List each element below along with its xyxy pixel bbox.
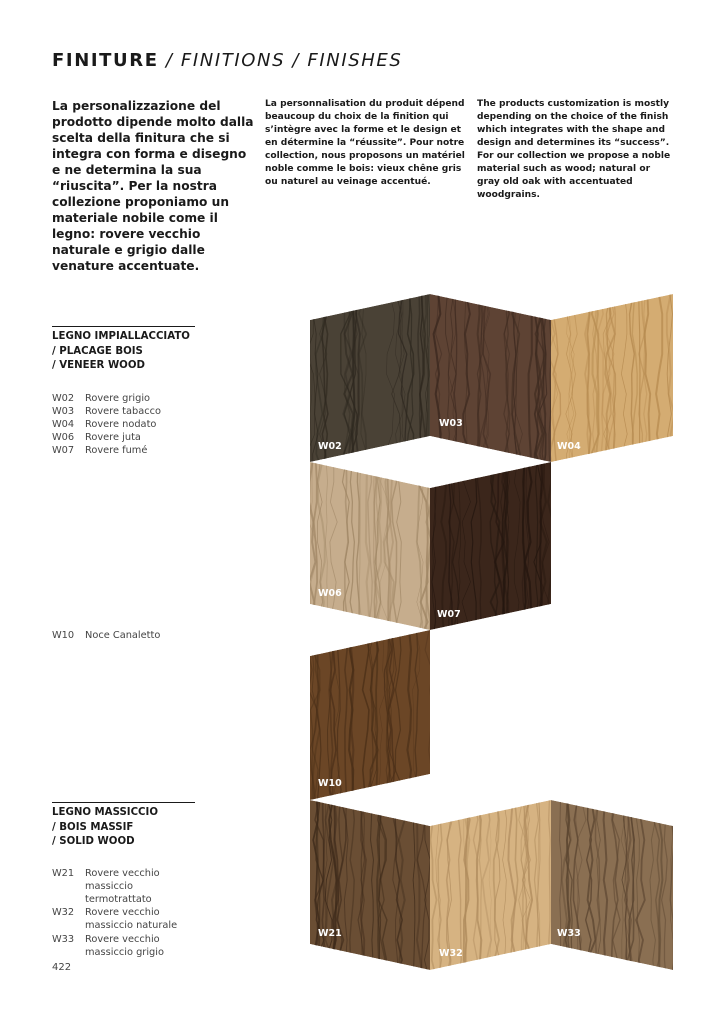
finish-code: W07 [52,445,75,457]
intro-italian: La personalizzazione del prodotto dipende molto dalla scelta della finitura che si integra con forma e disegno e ne determina la sua “riuscita”. Per la nostra collezione proponiamo un materiale nobile come il legno: rovere vecchio naturale e grigio dalle venature accentuate. [52,99,254,273]
finish-code: W02 [52,392,75,404]
swatch-label: W06 [318,588,342,599]
heading-line-en: / SOLID WOOD [52,836,135,847]
finish-code: W06 [52,432,75,444]
intro-french: La personnalisation du produit dépend beaucoup du choix de la finition qui s’intègre avec la forme et le design et en détermine la “réussite”. Pour notre collection, nous proposons un matériel noble comme le bois: vieux chêne gris ou naturel au veinage accentué. [265,99,465,187]
finish-code: W03 [52,405,75,417]
swatch-label: W02 [318,441,342,452]
swatch-w21 [310,800,430,980]
finish-code: W21 [52,867,75,879]
heading-line-fr: / PLACAGE BOIS [52,345,143,357]
finish-name: Rovere grigio [85,392,151,404]
swatch-w33 [551,800,674,980]
finish-name: Rovere vecchio massiccio termotrattato [85,867,160,905]
finish-code: W33 [52,933,75,945]
swatch-label: W33 [557,928,581,939]
finish-code: W32 [52,907,75,919]
heading-line-it: LEGNO MASSICCIO [52,807,158,818]
finish-name: Noce Canaletto [85,630,161,641]
swatch-label: W07 [437,609,461,620]
finish-code: W10 [52,630,75,641]
finish-name: Rovere nodato [85,418,157,430]
heading-line-fr: / BOIS MASSIF [52,821,134,833]
finish-name: Rovere vecchio massiccio grigio [85,933,164,958]
page-number: 422 [52,962,72,973]
finish-name: Rovere vecchio massiccio naturale [85,907,178,932]
swatch-label: W32 [439,948,463,959]
swatch-label: W03 [439,418,463,429]
swatch-label: W04 [557,441,581,452]
finish-name: Rovere tabacco [85,405,161,417]
heading-line-it: LEGNO IMPIALLACCIATO [52,331,190,342]
finish-name: Rovere fumé [85,445,148,457]
finish-name: Rovere juta [85,432,141,444]
swatch-label: W10 [318,778,342,789]
heading-line-en: / VENEER WOOD [52,360,145,371]
title-translations: / FINITIONS / FINISHES [158,50,403,71]
swatch-label: W21 [318,928,342,939]
finish-code: W04 [52,418,75,430]
title-main: FINITURE [52,50,159,71]
swatch-w06 [309,462,432,642]
intro-english: The products customization is mostly depending on the choice of the finish which integrates with the shape and design and determines its “success”. For our collection we propose a noble material such as wood; natural or gray old oak with accentuated woodgrains. [477,99,671,200]
swatch-w03 [430,294,551,474]
